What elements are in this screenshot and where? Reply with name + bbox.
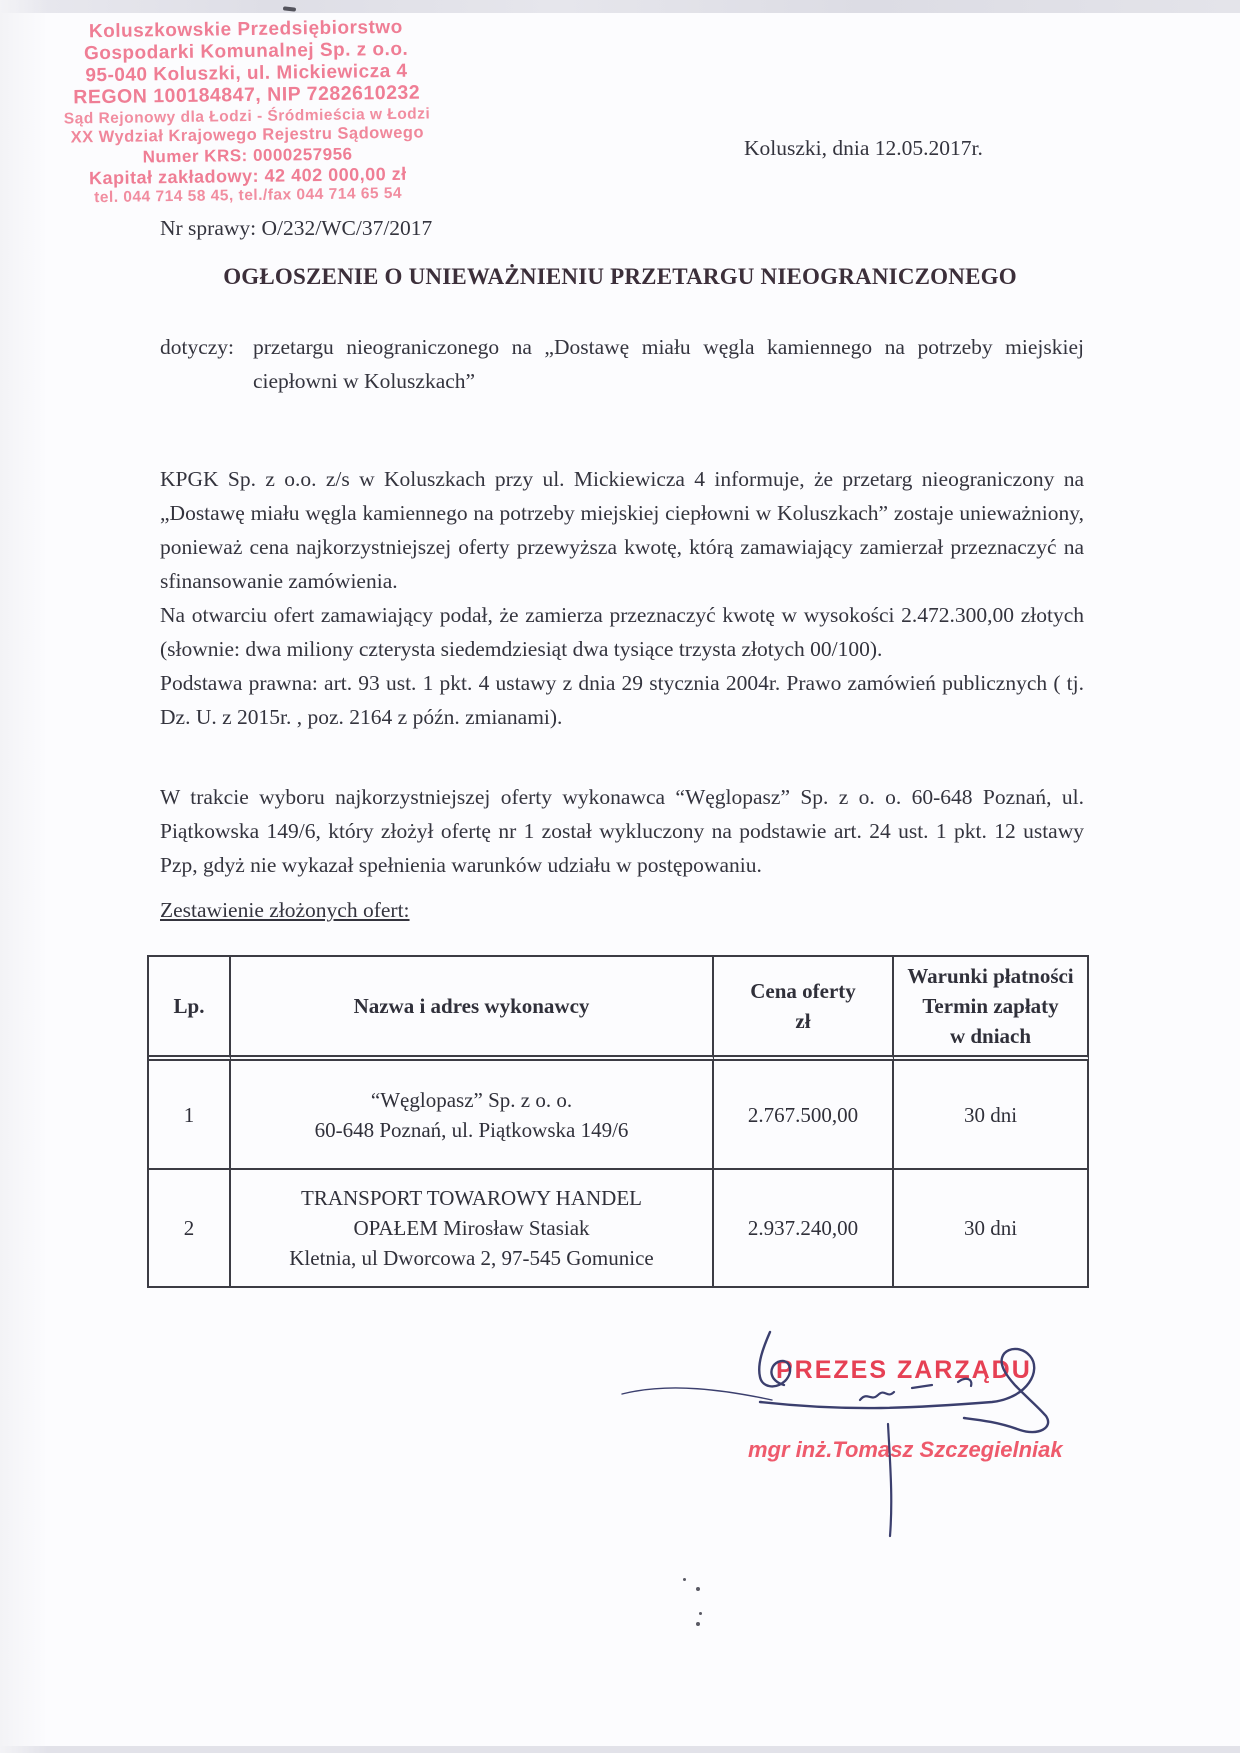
stamp-regon-nip: REGON 100184847, NIP 7282610232: [73, 81, 421, 109]
header-price-line1: Cena oferty: [750, 979, 856, 1003]
body-paragraph-amount: Na otwarciu ofert zamawiający podał, że zamierza przeznaczyć kwotę w wysokości 2.472.300,00 złotych (słownie: dwa miliony czterysta siedemdziesiąt dwa tysiące trzysta złotych 00/100).: [160, 603, 1084, 661]
stamp-company-name-2: Gospodarki Komunalnej Sp. z o.o.: [83, 38, 409, 65]
stamp-registry: XX Wydział Krajowego Rejestru Sądowego: [70, 123, 425, 147]
date-line: Koluszki, dnia 12.05.2017r.: [744, 136, 983, 160]
table-row: [149, 1170, 1089, 1288]
scan-shade-left: [0, 0, 48, 1753]
stamp-phone: tel. 044 714 58 45, tel./fax 044 714 65 54: [94, 184, 403, 206]
subject-label: dotyczy:: [160, 335, 235, 359]
table-row: [149, 1061, 1089, 1170]
header-price: [714, 957, 894, 1061]
header-price-line2: zł: [795, 1009, 811, 1033]
cell-contractor: [231, 1061, 714, 1170]
stamp-capital: Kapitał zakładowy: 42 402 000,00 zł: [88, 163, 407, 188]
stamp-address: 95-040 Koluszki, ul. Mickiewicza 4: [85, 60, 408, 87]
stamp-court: Sąd Rejonowy dla Łodzi - Śródmieścia w Łodzi: [63, 104, 431, 128]
case-number: Nr sprawy: O/232/WC/37/2017: [160, 216, 433, 240]
contractor-line1: TRANSPORT TOWAROWY HANDEL: [301, 1186, 642, 1210]
body-paragraph-decision: KPGK Sp. z o.o. z/s w Koluszkach przy ul. Mickiewicza 4 informuje, że przetarg nieograniczony na „Dostawę miału węgla kamiennego na potrzeby miejskiej ciepłowni w Koluszkach” zostaje unieważniony, ponieważ cena najkorzystniejszej oferty przewyższa kwotę, którą zamawiający zamierzał przeznaczyć na sfinansowanie zamówienia.: [160, 467, 1084, 593]
body-paragraph-exclusion: W trakcie wyboru najkorzystniejszej oferty wykonawca “Węglopasz” Sp. z o. o. 60-648 Poznań, ul. Piątkowska 149/6, który złożył ofertę nr 1 został wykluczony na podstawie art. 24 ust. 1 pkt. 12 ustawy Pzp, gdyż nie wykazał spełnienia warunków udziału w postępowaniu.: [160, 785, 1084, 877]
cell-lp: 2: [149, 1170, 231, 1288]
subject-paragraph: [160, 330, 1084, 398]
main-body: [160, 462, 1084, 734]
ink-speck: [696, 1622, 700, 1626]
header-name: Nazwa i adres wykonawcy: [231, 957, 714, 1061]
cell-terms: 30 dni: [894, 1170, 1089, 1288]
exclusion-body: [160, 780, 1084, 882]
cell-lp: 1: [149, 1061, 231, 1170]
body-paragraph-legal-basis: Podstawa prawna: art. 93 ust. 1 pkt. 4 ustawy z dnia 29 stycznia 2004r. Prawo zamówień publicznych ( tj. Dz. U. z 2015r. , poz. 2164 z późn. zmianami).: [160, 671, 1084, 729]
company-stamp: [55, 17, 440, 208]
scan-edge-top: [0, 0, 1240, 13]
signature-stamp-title: PREZES ZARZĄDU: [776, 1356, 1032, 1384]
header-lp: Lp.: [149, 957, 231, 1061]
stamp-krs: Numer KRS: 0000257956: [142, 144, 353, 166]
header-terms: [894, 957, 1089, 1061]
scan-edge-bottom: [0, 1746, 1240, 1753]
cell-terms: 30 dni: [894, 1061, 1089, 1170]
ink-speck: [683, 1578, 686, 1581]
cell-contractor: [231, 1170, 714, 1288]
cell-price: 2.767.500,00: [714, 1061, 894, 1170]
table-header-row: [149, 957, 1089, 1061]
header-terms-line3: w dniach: [949, 1024, 1032, 1048]
header-terms-line2: Termin zapłaty: [922, 994, 1059, 1018]
ink-speck: [696, 1587, 700, 1591]
contractor-line1: “Węglopasz” Sp. z o. o.: [370, 1087, 573, 1112]
offers-heading: Zestawienie złożonych ofert:: [160, 898, 410, 922]
handwritten-signature: [560, 1320, 1080, 1570]
contractor-line2: OPAŁEM Mirosław Stasiak: [353, 1216, 590, 1240]
header-terms-line1: Warunki płatności: [907, 964, 1074, 988]
stamp-company-name: Koluszkowskie Przedsiębiorstwo: [88, 16, 403, 43]
contractor-line3: Kletnia, ul Dworcowa 2, 97-545 Gomunice: [289, 1246, 654, 1270]
ink-speck: [699, 1612, 702, 1615]
cell-price: 2.937.240,00: [714, 1170, 894, 1288]
contractor-line2: 60-648 Poznań, ul. Piątkowska 149/6: [314, 1117, 629, 1142]
document-title: OGŁOSZENIE O UNIEWAŻNIENIU PRZETARGU NIEOGRANICZONEGO: [223, 264, 1017, 289]
subject-text: przetargu nieograniczonego na „Dostawę miału węgla kamiennego na potrzeby miejskiej ciepłowni w Koluszkach”: [253, 335, 1084, 393]
offers-table: [147, 955, 1089, 1288]
signature-stamp-name: mgr inż.Tomasz Szczegielniak: [748, 1437, 1063, 1462]
